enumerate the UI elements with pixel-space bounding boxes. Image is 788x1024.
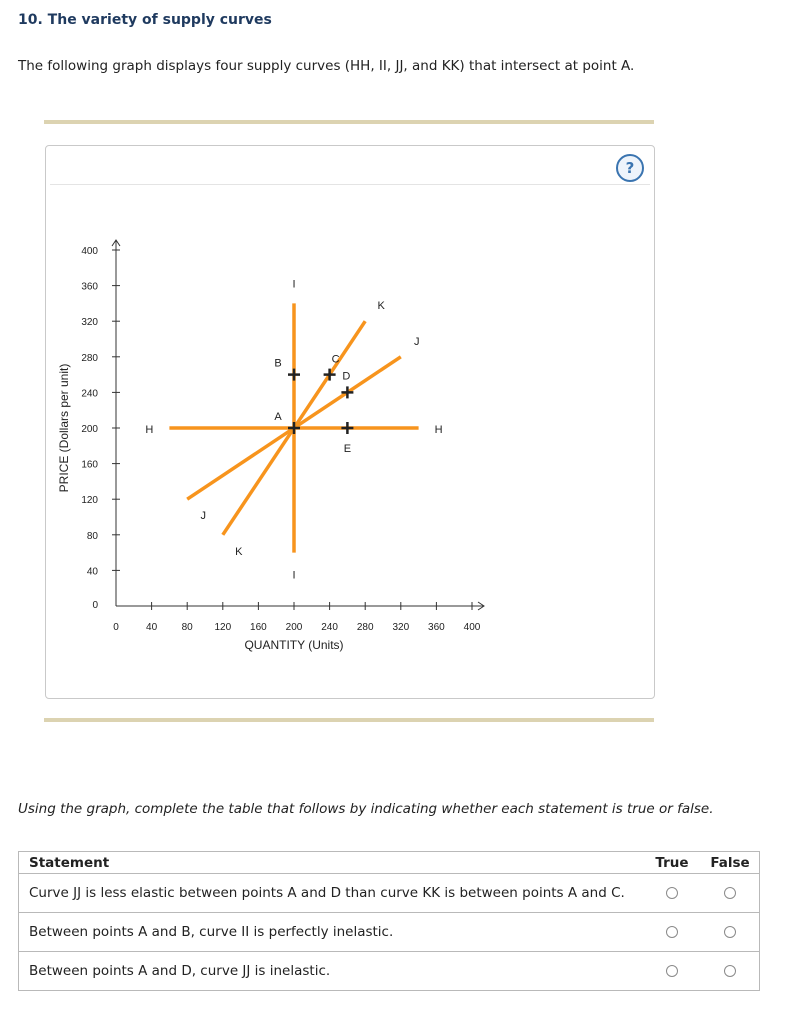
table-row (19, 952, 760, 991)
x-tick-label: 200 (285, 622, 303, 633)
graph-panel (45, 145, 655, 699)
curve-label: H (434, 424, 443, 436)
point-label: B (274, 357, 282, 370)
top-divider (44, 120, 654, 124)
y-tick-label: 40 (86, 566, 98, 578)
y-tick-label: 160 (81, 459, 98, 471)
x-tick-label: 0 (113, 622, 119, 633)
y-axis-title: PRICE (Dollars per unit) (57, 363, 71, 493)
false-radio[interactable] (724, 965, 736, 977)
question-intro: The following graph displays four supply curves (HH, II, JJ, and KK) that intersect at point A. (18, 58, 635, 74)
curve-label: J (200, 510, 206, 523)
true-radio[interactable] (666, 887, 678, 899)
table-header-row (19, 852, 760, 874)
y-tick-label: 280 (81, 352, 98, 364)
true-radio[interactable] (666, 926, 678, 938)
point-label: E (343, 443, 352, 455)
x-tick-label: 240 (321, 622, 338, 633)
point-label: A (274, 411, 282, 423)
help-icon[interactable]: ? (616, 154, 644, 182)
curve-label: J (414, 335, 420, 348)
false-header: False (701, 852, 760, 874)
statement-header: Statement (19, 852, 644, 874)
true-header: True (643, 852, 701, 874)
statements-table (18, 851, 760, 991)
statement-text: Between points A and D, curve JJ is inelastic. (19, 952, 644, 991)
y-tick-label: 80 (86, 530, 98, 542)
bottom-divider (44, 718, 654, 722)
curve-label: K (377, 300, 385, 313)
supply-curves-chart (46, 146, 652, 696)
x-tick-label: 160 (250, 622, 267, 633)
curve-label: H (145, 424, 154, 436)
table-row (19, 874, 760, 913)
x-tick-label: 40 (146, 622, 158, 633)
x-tick-label: 400 (463, 622, 481, 633)
false-radio[interactable] (724, 887, 736, 899)
y-tick-label: 400 (81, 246, 98, 257)
x-axis-title: QUANTITY (Units) (244, 638, 344, 652)
curve-label: K (235, 545, 243, 558)
y-tick-label: 200 (81, 424, 98, 435)
point-label: C (331, 353, 340, 366)
question-title: 10. The variety of supply curves (18, 12, 272, 28)
x-tick-label: 320 (392, 622, 410, 633)
point-label: D (342, 370, 351, 383)
y-tick-label: 360 (81, 281, 98, 293)
y-tick-label: 0 (92, 600, 98, 611)
instructions-text: Using the graph, complete the table that follows by indicating whether each statement is true or false. (18, 801, 714, 817)
x-tick-label: 280 (356, 622, 374, 633)
false-radio[interactable] (724, 926, 736, 938)
y-tick-label: 120 (81, 495, 98, 507)
x-tick-label: 120 (214, 622, 232, 633)
curve-label: I (292, 278, 296, 291)
x-tick-label: 80 (181, 622, 193, 633)
true-radio[interactable] (666, 965, 678, 977)
x-tick-label: 360 (428, 622, 445, 633)
statement-text: Curve JJ is less elastic between points A and D than curve KK is between points A and C. (19, 874, 644, 913)
table-row (19, 913, 760, 952)
statement-text: Between points A and B, curve II is perfectly inelastic. (19, 913, 644, 952)
y-tick-label: 240 (81, 388, 98, 400)
curve-label: I (292, 569, 296, 582)
y-tick-label: 320 (81, 317, 98, 329)
